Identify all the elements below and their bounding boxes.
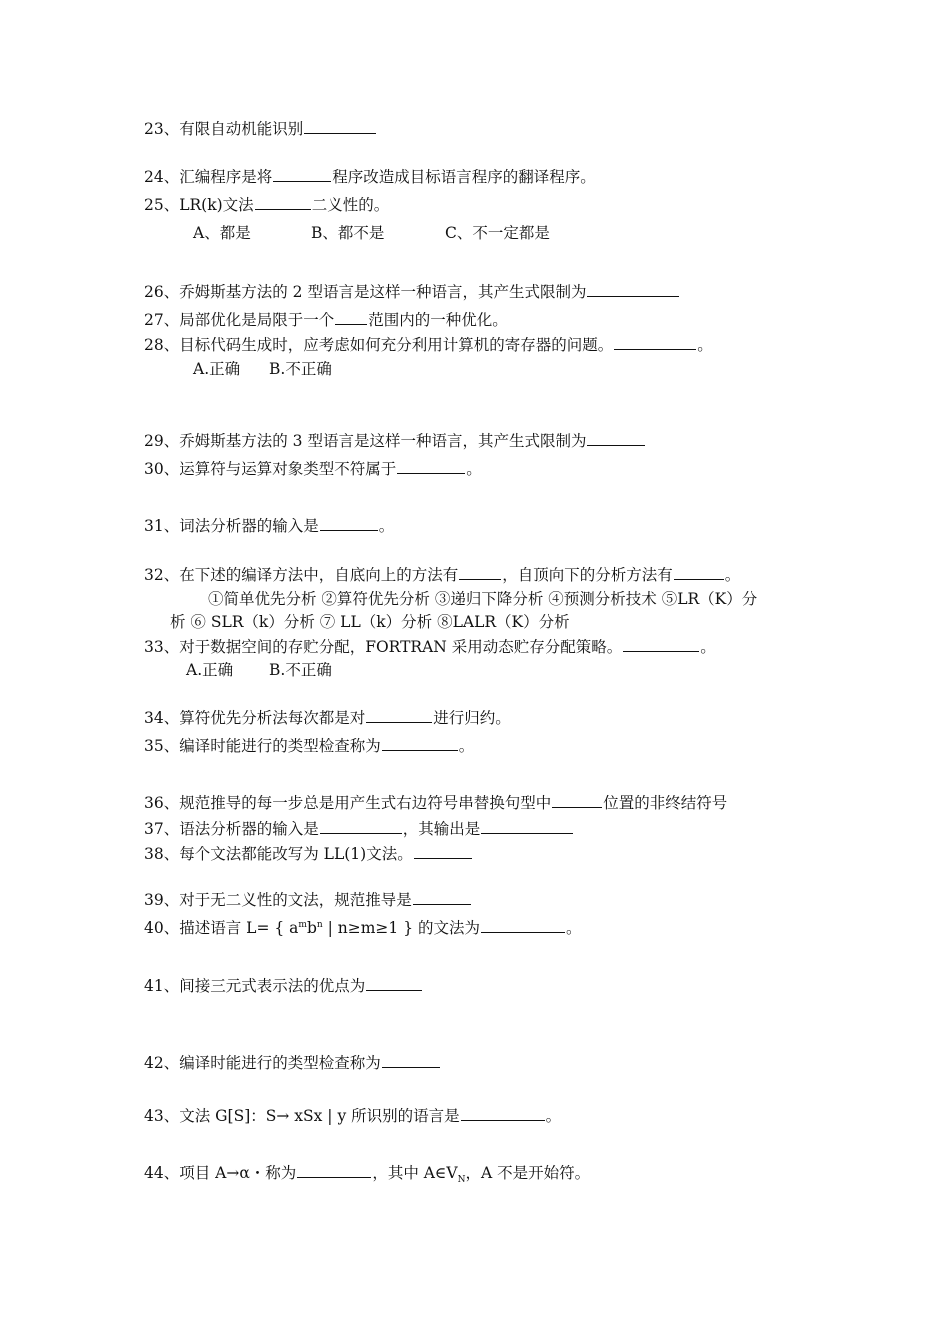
question-31 [144,515,394,536]
question-text: 37、语法分析器的输入是 [144,820,319,838]
question-32 [144,564,740,585]
symbol-b: b [306,919,317,937]
question-32-options-line1: ①简单优先分析 ②算符优先分析 ③递归下降分析 ④预测分析技术 ⑤LR（K）分 [208,590,758,608]
superscript-m: m [298,919,307,930]
option-b[interactable]: B.不正确 [269,661,332,679]
question-28 [144,334,713,355]
question-25 [144,194,389,215]
question-text: 27、局部优化是局限于一个 [144,311,335,329]
question-text: 36、规范推导的每一步总是用产生式右边符号串替换句型中 [144,794,552,812]
question-text-mid: ，自顶向下的分析方法有 [502,566,673,584]
question-text: 24、汇编程序是将 [144,168,273,186]
question-text-after: ，A 不是开始符。 [465,1164,591,1182]
question-26 [144,281,680,302]
question-text-after: 。 [700,638,716,656]
question-text: 32、在下述的编译方法中，自底向上的方法有 [144,566,459,584]
answer-blank[interactable] [614,334,696,350]
subscript-n: N [457,1175,466,1186]
question-text: 41、间接三元式表示法的优点为 [144,977,366,995]
question-text-after: 。 [697,336,713,354]
question-text-mid: ，其输出是 [402,820,481,838]
question-text-after: 二义性的。 [311,196,390,214]
question-24 [144,166,596,187]
answer-blank[interactable] [382,1052,440,1068]
question-text-after: 位置的非终结符号 [603,794,728,812]
question-23 [144,118,377,139]
question-text: 43、文法 G[S]：S→ xSx | y 所识别的语言是 [144,1107,460,1125]
question-33 [144,636,716,657]
question-32-options-line2: 析 ⑥ SLR（k）分析 ⑦ LL（k）分析 ⑧LALR（K）分析 [170,613,570,631]
answer-blank[interactable] [297,1162,371,1178]
question-text: 25、LR(k)文法 [144,196,254,214]
option-a[interactable]: A、都是 [193,224,251,242]
question-text-mid: | n≥m≥1 } 的文法为 [322,919,480,937]
answer-blank[interactable] [481,917,565,933]
question-29 [144,430,646,451]
question-text: 31、词法分析器的输入是 [144,517,319,535]
question-37 [144,818,574,839]
question-text: 30、运算符与运算对象类型不符属于 [144,460,397,478]
question-40 [144,917,582,938]
question-text: 28、目标代码生成时，应考虑如何充分利用计算机的寄存器的问题。 [144,336,614,354]
answer-blank[interactable] [320,818,402,834]
question-text-after: 。 [545,1107,562,1125]
question-text-after: 。 [466,460,482,478]
option-c[interactable]: C、不一定都是 [445,224,550,242]
question-text: 23、有限自动机能识别 [144,120,304,138]
answer-blank[interactable] [552,792,602,808]
answer-blank[interactable] [587,430,645,446]
question-30 [144,458,482,479]
question-text: 40、描述语言 L= { a [144,919,299,937]
question-44 [144,1162,591,1186]
answer-blank[interactable] [335,309,367,325]
question-text: 33、对于数据空间的存贮分配，FORTRAN 采用动态贮存分配策略。 [144,638,623,656]
option-a[interactable]: A.正确 [193,360,241,378]
answer-blank[interactable] [255,194,311,210]
question-42 [144,1052,441,1073]
question-text: 35、编译时能进行的类型检查称为 [144,737,381,755]
answer-blank[interactable] [459,564,501,580]
question-text: 34、算符优先分析法每次都是对 [144,709,366,727]
question-text-after: 程序改造成目标语言程序的翻译程序。 [332,168,596,186]
answer-blank[interactable] [587,281,679,297]
question-text: 26、乔姆斯基方法的 2 型语言是这样一种语言，其产生式限制为 [144,283,587,301]
superscript-n: n [316,919,323,930]
question-text: 44、项目 A→α・称为 [144,1164,297,1182]
answer-blank[interactable] [414,843,472,859]
answer-blank-2[interactable] [481,818,573,834]
answer-blank[interactable] [382,735,458,751]
question-text: 29、乔姆斯基方法的 3 型语言是这样一种语言，其产生式限制为 [144,432,587,450]
question-38 [144,843,473,864]
answer-blank[interactable] [320,515,378,531]
question-text-after: 。 [378,517,395,535]
question-text-after: 。 [458,737,475,755]
answer-blank[interactable] [366,975,422,991]
question-text: 42、编译时能进行的类型检查称为 [144,1054,381,1072]
question-text: 39、对于无二义性的文法，规范推导是 [144,891,412,909]
question-text-mid: ，其中 A∈V [372,1164,458,1182]
question-34 [144,707,511,728]
question-43 [144,1105,561,1126]
question-text-after: 范围内的一种优化。 [368,311,508,329]
question-39 [144,889,472,910]
question-text-after: 进行归约。 [433,709,511,727]
option-b[interactable]: B、都不是 [311,224,385,242]
question-35 [144,735,474,756]
answer-blank[interactable] [304,118,376,134]
answer-blank[interactable] [413,889,471,905]
answer-blank[interactable] [366,707,432,723]
question-36 [144,792,727,813]
answer-blank-2[interactable] [674,564,724,580]
option-a[interactable]: A.正确 [186,661,234,679]
option-b[interactable]: B.不正确 [269,360,332,378]
answer-blank[interactable] [273,166,331,182]
question-text-after: 。 [724,566,741,584]
question-27 [144,309,508,330]
answer-blank[interactable] [397,458,465,474]
question-text-after: 。 [565,919,582,937]
question-text: 38、每个文法都能改写为 LL(1)文法。 [144,845,413,863]
answer-blank[interactable] [461,1105,545,1121]
question-41 [144,975,423,996]
answer-blank[interactable] [623,636,699,652]
